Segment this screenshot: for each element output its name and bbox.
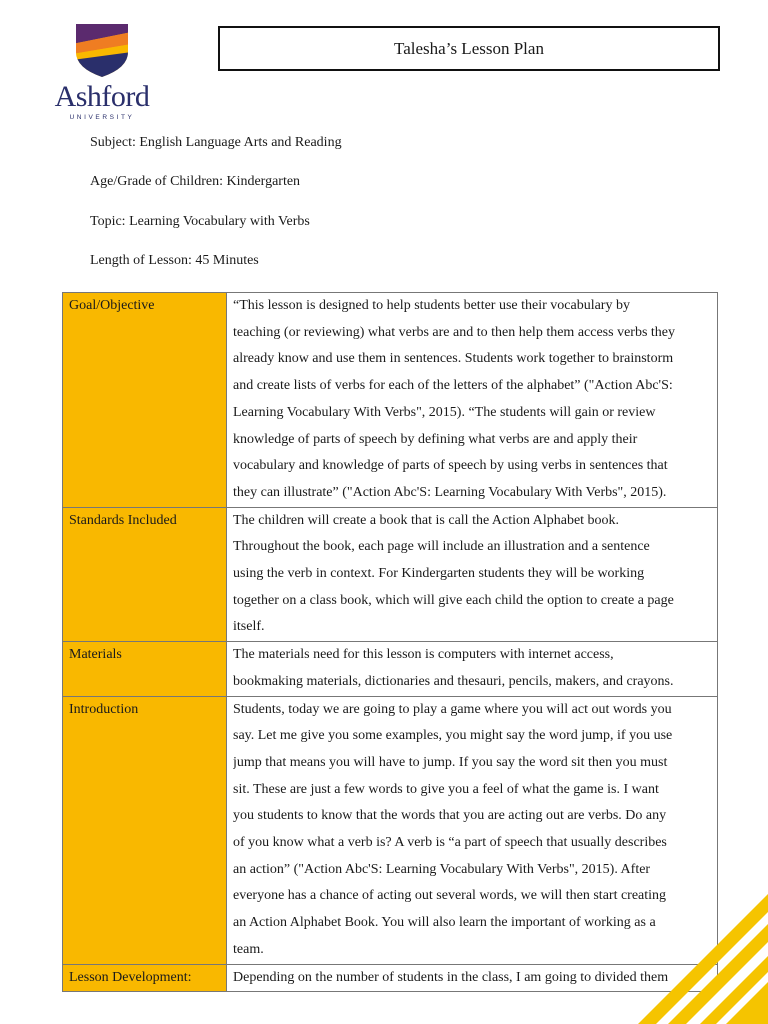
shield-icon (72, 22, 132, 78)
row-label: Lesson Development: (63, 964, 227, 992)
content-line: sit. These are just a few words to give you a feel of what the game is. I want (233, 781, 659, 797)
content-line: Learning Vocabulary With Verbs", 2015). “The students will gain or review (233, 404, 656, 420)
logo-subtitle: UNIVERSITY (69, 114, 135, 121)
content-line: an Action Alphabet Book. You will also learn the important of working as a (233, 915, 656, 931)
content-line: bookmaking materials, dictionaries and thesauri, pencils, makers, and crayons. (233, 673, 674, 689)
content-line: knowledge of parts of speech by defining what verbs are and apply their (233, 431, 638, 447)
row-content (227, 642, 718, 696)
content-line: itself. (233, 619, 265, 635)
content-line: The materials need for this lesson is computers with internet access, (233, 647, 614, 663)
content-line: an action” ("Action Abc'S: Learning Vocabulary With Verbs", 2015). After (233, 861, 651, 877)
ashford-logo (50, 22, 154, 121)
content-line: using the verb in context. For Kindergarten students they will be working (233, 566, 645, 582)
corner-stripes-decoration (638, 894, 768, 1024)
content-line: jump that means you will have to jump. If you say the word sit then you must (233, 754, 668, 770)
content-line: Throughout the book, each page will include an illustration and a sentence (233, 539, 650, 555)
lesson-plan-table (62, 292, 718, 992)
age-grade-line: Age/Grade of Children: Kindergarten (90, 174, 301, 189)
subject-line: Subject: English Language Arts and Reading (90, 135, 342, 150)
topic-line: Topic: Learning Vocabulary with Verbs (90, 214, 310, 229)
row-content (227, 293, 718, 508)
table-row (63, 507, 718, 642)
page-title: Talesha’s Lesson Plan (218, 26, 720, 71)
logo-wordmark: Ashford (54, 80, 150, 113)
content-line: team. (233, 941, 264, 957)
row-label: Standards Included (63, 507, 227, 642)
content-line: you students to know that the words that you are acting out are verbs. Do any (233, 808, 667, 824)
lesson-plan-body (63, 293, 718, 992)
content-line: of you know what a verb is? A verb is “a part of speech that usually describes (233, 835, 667, 851)
content-line: and create lists of verbs for each of the letters of the alphabet” ("Action Abc'S: (233, 378, 673, 394)
content-line: The children will create a book that is call the Action Alphabet book. (233, 512, 620, 528)
content-line: vocabulary and knowledge of parts of speech by using verbs in sentences that (233, 458, 668, 474)
row-label: Materials (63, 642, 227, 696)
table-row (63, 696, 718, 964)
content-line: Students, today we are going to play a game where you will act out words you (233, 701, 672, 717)
content-line: everyone has a chance of acting out several words, we will then start creating (233, 888, 667, 904)
length-line: Length of Lesson: 45 Minutes (90, 253, 259, 268)
row-label: Goal/Objective (63, 293, 227, 508)
content-line: they can illustrate” ("Action Abc'S: Learning Vocabulary With Verbs", 2015). (233, 484, 667, 500)
content-line: “This lesson is designed to help students better use their vocabulary by (233, 298, 630, 313)
row-content (227, 507, 718, 642)
table-row (63, 293, 718, 508)
table-row (63, 642, 718, 696)
content-line: teaching (or reviewing) what verbs are and to then help them access verbs they (233, 324, 675, 340)
content-line: together on a class book, which will give each child the option to create a page (233, 592, 674, 608)
row-label: Introduction (63, 696, 227, 964)
content-line: say. Let me give you some examples, you might say the word jump, if you use (233, 728, 673, 744)
content-line: already know and use them in sentences. Students work together to brainstorm (233, 351, 674, 367)
table-row (63, 964, 718, 992)
content-line: Depending on the number of students in the class, I am going to divided them (233, 969, 669, 985)
